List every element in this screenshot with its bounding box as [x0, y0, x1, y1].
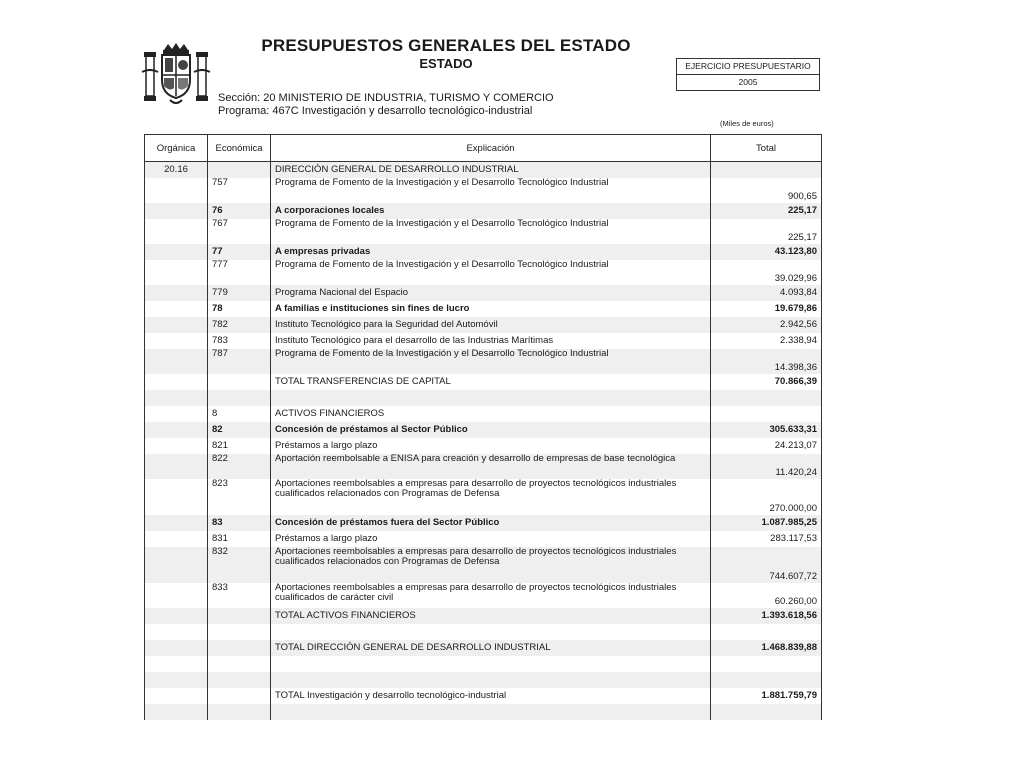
cell-total: 1.881.759,79 — [711, 688, 822, 704]
cell-economica — [208, 672, 271, 688]
cell-explicacion — [271, 672, 711, 688]
cell-organica — [145, 515, 208, 531]
cell-total: 225,17 — [711, 203, 822, 219]
cell-explicacion: A empresas privadas — [271, 244, 711, 260]
table-row — [145, 547, 822, 583]
table-row — [145, 531, 822, 547]
document-title: PRESUPUESTOS GENERALES DEL ESTADO — [261, 36, 631, 55]
cell-explicacion: Aportaciones reembolsables a empresas para desarrollo de proyectos tecnológicos industriales cualificados relacionados con Programas de Defensa — [271, 547, 711, 583]
cell-organica — [145, 203, 208, 219]
table-row — [145, 260, 822, 285]
cell-explicacion: DIRECCIÓN GENERAL DE DESARROLLO INDUSTRIAL — [271, 162, 711, 179]
cell-total: 744.607,72 — [711, 547, 822, 583]
cell-organica — [145, 454, 208, 479]
cell-organica — [145, 333, 208, 349]
cell-organica — [145, 317, 208, 333]
cell-economica: 833 — [208, 583, 271, 608]
cell-total: 1.087.985,25 — [711, 515, 822, 531]
cell-explicacion: A corporaciones locales — [271, 203, 711, 219]
cell-organica — [145, 547, 208, 583]
cell-organica — [145, 390, 208, 406]
table-row — [145, 422, 822, 438]
cell-economica: 757 — [208, 178, 271, 203]
table-row — [145, 608, 822, 624]
cell-explicacion: Instituto Tecnológico para la Seguridad del Automóvil — [271, 317, 711, 333]
cell-economica: 83 — [208, 515, 271, 531]
cell-organica — [145, 583, 208, 608]
section-info — [218, 92, 554, 118]
table-row — [145, 333, 822, 349]
cell-explicacion: Aportaciones reembolsables a empresas para desarrollo de proyectos tecnológicos industriales cualificados de carácter civil — [271, 583, 711, 608]
cell-organica — [145, 406, 208, 422]
cell-explicacion: TOTAL DIRECCIÓN GENERAL DE DESARROLLO INDUSTRIAL — [271, 640, 711, 656]
table-row — [145, 406, 822, 422]
document-subtitle: ESTADO — [419, 56, 473, 71]
cell-economica — [208, 608, 271, 624]
cell-total: 900,65 — [711, 178, 822, 203]
programa-line: Programa: 467C Investigación y desarrollo tecnológico-industrial — [218, 105, 533, 117]
table-row — [145, 374, 822, 390]
table-row — [145, 624, 822, 640]
cell-economica — [208, 390, 271, 406]
cell-organica — [145, 672, 208, 688]
cell-explicacion: Programa de Fomento de la Investigación y el Desarrollo Tecnológico Industrial — [271, 219, 711, 244]
ejercicio-label: EJERCICIO PRESUPUESTARIO — [677, 59, 819, 75]
cell-organica — [145, 438, 208, 454]
cell-explicacion: Préstamos a largo plazo — [271, 531, 711, 547]
table-row — [145, 672, 822, 688]
cell-total: 283.117,53 — [711, 531, 822, 547]
cell-organica — [145, 260, 208, 285]
cell-organica — [145, 704, 208, 720]
cell-organica — [145, 219, 208, 244]
cell-total — [711, 406, 822, 422]
table-row — [145, 178, 822, 203]
cell-total: 225,17 — [711, 219, 822, 244]
table-row — [145, 656, 822, 672]
cell-economica — [208, 656, 271, 672]
seccion-line: Sección: 20 MINISTERIO DE INDUSTRIA, TURISMO Y COMERCIO — [218, 92, 554, 104]
cell-total — [711, 162, 822, 179]
ejercicio-year: 2005 — [738, 77, 758, 87]
cell-total: 2.338,94 — [711, 333, 822, 349]
cell-economica — [208, 374, 271, 390]
cell-explicacion: TOTAL Investigación y desarrollo tecnológico-industrial — [271, 688, 711, 704]
column-header-explicacion: Explicación — [271, 135, 711, 162]
cell-organica — [145, 640, 208, 656]
cell-explicacion: Concesión de préstamos fuera del Sector Público — [271, 515, 711, 531]
cell-total: 1.393.618,56 — [711, 608, 822, 624]
cell-economica: 78 — [208, 301, 271, 317]
cell-explicacion: Programa de Fomento de la Investigación y el Desarrollo Tecnológico Industrial — [271, 260, 711, 285]
cell-organica — [145, 656, 208, 672]
cell-explicacion: Programa de Fomento de la Investigación y el Desarrollo Tecnológico Industrial — [271, 349, 711, 374]
table-row — [145, 688, 822, 704]
table-row — [145, 640, 822, 656]
cell-economica — [208, 704, 271, 720]
cell-explicacion: Concesión de préstamos al Sector Público — [271, 422, 711, 438]
cell-economica: 777 — [208, 260, 271, 285]
cell-total: 270.000,00 — [711, 479, 822, 515]
table-body — [145, 162, 822, 721]
table-row — [145, 301, 822, 317]
cell-economica: 82 — [208, 422, 271, 438]
table-row — [145, 515, 822, 531]
table-row — [145, 479, 822, 515]
table-row — [145, 317, 822, 333]
cell-explicacion — [271, 390, 711, 406]
cell-total — [711, 390, 822, 406]
cell-total: 4.093,84 — [711, 285, 822, 301]
cell-economica: 779 — [208, 285, 271, 301]
cell-economica — [208, 624, 271, 640]
cell-organica — [145, 688, 208, 704]
cell-explicacion: Programa de Fomento de la Investigación y el Desarrollo Tecnológico Industrial — [271, 178, 711, 203]
cell-explicacion: Préstamos a largo plazo — [271, 438, 711, 454]
table-row — [145, 704, 822, 720]
cell-economica: 783 — [208, 333, 271, 349]
cell-total: 60.260,00 — [711, 583, 822, 608]
cell-explicacion: TOTAL ACTIVOS FINANCIEROS — [271, 608, 711, 624]
cell-organica — [145, 479, 208, 515]
cell-explicacion: TOTAL TRANSFERENCIAS DE CAPITAL — [271, 374, 711, 390]
cell-economica: 787 — [208, 349, 271, 374]
cell-total: 2.942,56 — [711, 317, 822, 333]
cell-economica — [208, 162, 271, 179]
cell-organica: 20.16 — [145, 162, 208, 179]
cell-explicacion — [271, 704, 711, 720]
table-row — [145, 583, 822, 608]
ejercicio-box — [676, 58, 820, 91]
table-row — [145, 285, 822, 301]
cell-economica: 823 — [208, 479, 271, 515]
coat-of-arms-icon — [140, 42, 212, 110]
table-row — [145, 454, 822, 479]
cell-organica — [145, 531, 208, 547]
cell-explicacion: Programa Nacional del Espacio — [271, 285, 711, 301]
cell-economica: 782 — [208, 317, 271, 333]
cell-total — [711, 656, 822, 672]
cell-economica: 77 — [208, 244, 271, 260]
cell-economica — [208, 688, 271, 704]
cell-total: 70.866,39 — [711, 374, 822, 390]
table-row — [145, 244, 822, 260]
table-row — [145, 219, 822, 244]
cell-organica — [145, 374, 208, 390]
table-row — [145, 349, 822, 374]
table-row — [145, 390, 822, 406]
cell-total — [711, 704, 822, 720]
cell-total: 11.420,24 — [711, 454, 822, 479]
cell-economica: 831 — [208, 531, 271, 547]
cell-organica — [145, 285, 208, 301]
cell-total: 19.679,86 — [711, 301, 822, 317]
cell-economica: 832 — [208, 547, 271, 583]
cell-explicacion: ACTIVOS FINANCIEROS — [271, 406, 711, 422]
table-row — [145, 162, 822, 179]
cell-economica: 822 — [208, 454, 271, 479]
cell-organica — [145, 608, 208, 624]
cell-total: 1.468.839,88 — [711, 640, 822, 656]
cell-total: 24.213,07 — [711, 438, 822, 454]
cell-organica — [145, 422, 208, 438]
cell-total: 14.398,36 — [711, 349, 822, 374]
cell-economica: 8 — [208, 406, 271, 422]
budget-table — [144, 134, 822, 720]
column-header-total: Total — [711, 135, 822, 162]
cell-total — [711, 672, 822, 688]
cell-economica: 76 — [208, 203, 271, 219]
cell-organica — [145, 624, 208, 640]
cell-explicacion: Aportación reembolsable a ENISA para creación y desarrollo de empresas de base tecnológica — [271, 454, 711, 479]
cell-economica — [208, 640, 271, 656]
cell-total: 305.633,31 — [711, 422, 822, 438]
table-header-row — [145, 135, 822, 162]
cell-total — [711, 624, 822, 640]
cell-explicacion: Instituto Tecnológico para el desarrollo de las Industrias Marítimas — [271, 333, 711, 349]
cell-organica — [145, 244, 208, 260]
cell-explicacion: Aportaciones reembolsables a empresas para desarrollo de proyectos tecnológicos industriales cualificados relacionados con Programas de Defensa — [271, 479, 711, 515]
cell-total: 43.123,80 — [711, 244, 822, 260]
table-row — [145, 438, 822, 454]
column-header-organica: Orgánica — [145, 135, 208, 162]
column-header-economica: Económica — [208, 135, 271, 162]
table-row — [145, 203, 822, 219]
cell-organica — [145, 349, 208, 374]
cell-organica — [145, 178, 208, 203]
cell-economica: 767 — [208, 219, 271, 244]
units-note: (Miles de euros) — [720, 119, 774, 128]
cell-organica — [145, 301, 208, 317]
cell-explicacion — [271, 624, 711, 640]
cell-total: 39.029,96 — [711, 260, 822, 285]
cell-explicacion — [271, 656, 711, 672]
cell-explicacion: A familias e instituciones sin fines de lucro — [271, 301, 711, 317]
cell-economica: 821 — [208, 438, 271, 454]
